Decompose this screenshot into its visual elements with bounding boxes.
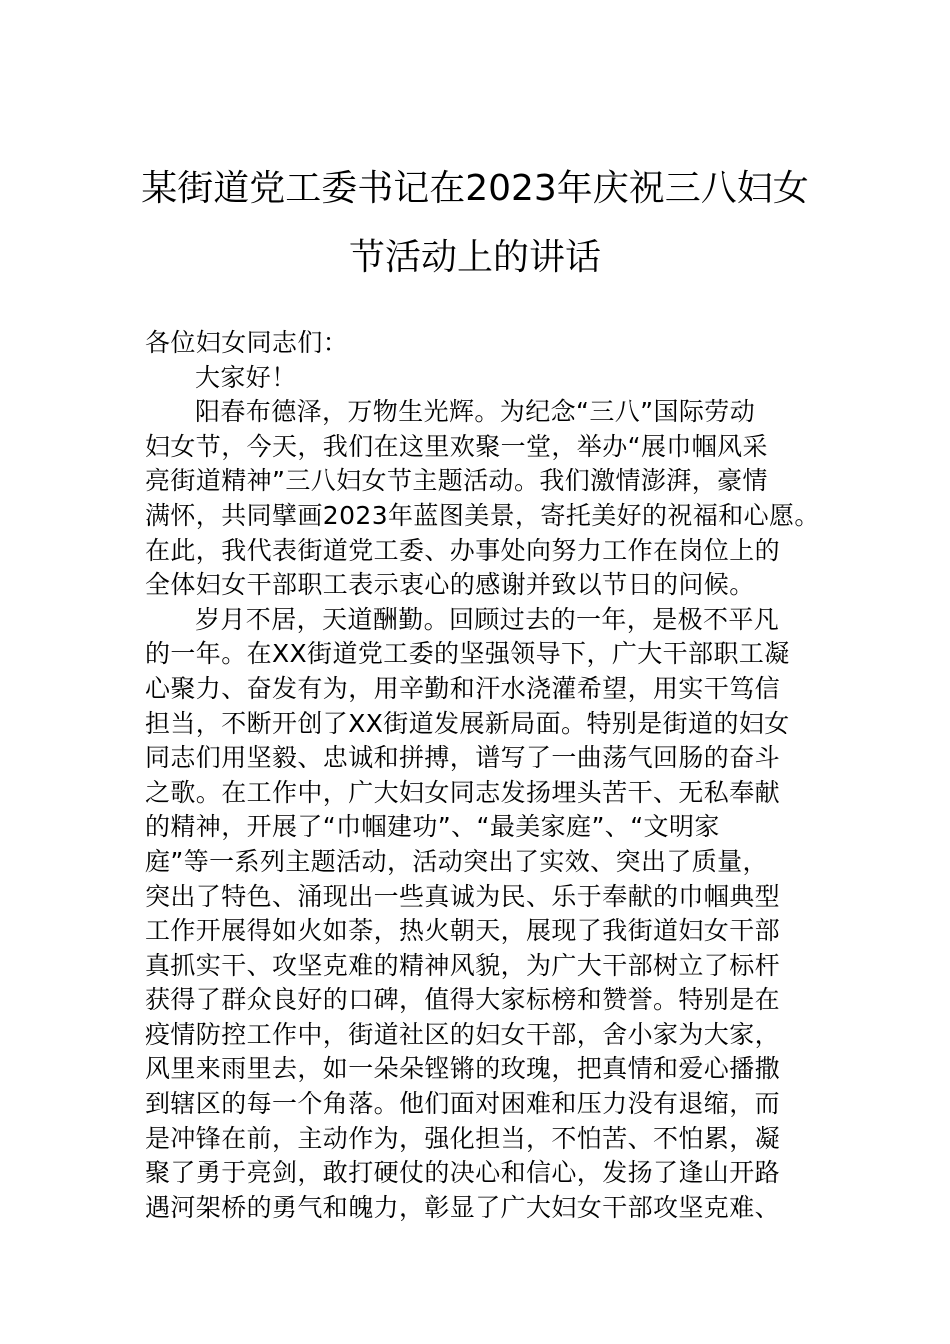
paragraph-line: 的精神，开展了“巾帼建功”、“最美家庭”、“文明家: [145, 812, 720, 842]
paragraph-line: 妇女节，今天，我们在这里欢聚一堂，举办“展巾帼风采: [145, 431, 768, 461]
paragraph-line: 是冲锋在前，主动作为，强化担当，不怕苦、不怕累，凝: [145, 1123, 781, 1153]
paragraph-line: 全体妇女干部职工表示衷心的感谢并致以节日的问候。: [145, 570, 755, 600]
document-title-line-2: 节活动上的讲话: [348, 237, 601, 278]
paragraph-line: 疫情防控工作中，街道社区的妇女干部，舍小家为大家，: [145, 1019, 781, 1049]
document-body: [145, 326, 825, 1225]
paragraph-line: 的一年。在XX街道党工委的坚强领导下，广大干部职工凝: [145, 639, 790, 669]
paragraph-line: 遇河架桥的勇气和魄力，彰显了广大妇女干部攻坚克难、: [145, 1192, 781, 1222]
paragraph-line: 满怀，共同擘画2023年蓝图美景，寄托美好的祝福和心愿。: [145, 500, 820, 530]
paragraph-line: 工作开展得如火如荼，热火朝天，展现了我街道妇女干部: [145, 916, 781, 946]
paragraph-line: 真抓实干、攻坚克难的精神风貌，为广大干部树立了标杆: [145, 950, 781, 980]
paragraph-line: 心聚力、奋发有为，用辛勤和汗水浇灌希望，用实干笃信: [145, 673, 781, 703]
paragraph-line: 阳春布德泽，万物生光辉。为纪念“三八”国际劳动: [195, 397, 756, 427]
greeting-line: 大家好！: [195, 362, 297, 392]
paragraph-line: 岁月不居，天道酬勤。回顾过去的一年，是极不平凡: [195, 604, 780, 634]
paragraph-line: 庭”等一系列主题活动，活动突出了实效、突出了质量，: [145, 846, 768, 876]
document-title-line-1: 某街道党工委书记在2023年庆祝三八妇女: [141, 168, 809, 209]
salutation: 各位妇女同志们：: [145, 328, 349, 357]
paragraph-line: 到辖区的每一个角落。他们面对困难和压力没有退缩，而: [145, 1089, 781, 1119]
paragraph-line: 聚了勇于亮剑，敢打硬仗的决心和信心，发扬了逢山开路: [145, 1158, 781, 1188]
paragraph-line: 担当，不断开创了XX街道发展新局面。特别是街道的妇女: [145, 708, 790, 738]
paragraph-line: 在此，我代表街道党工委、办事处向努力工作在岗位上的: [145, 535, 781, 565]
paragraph-line: 亮街道精神”三八妇女节主题活动。我们激情澎湃，豪情: [145, 466, 768, 496]
paragraph-line: 风里来雨里去，如一朵朵铿锵的玫瑰，把真情和爱心播撒: [145, 1054, 781, 1084]
paragraph-line: 获得了群众良好的口碑，值得大家标榜和赞誉。特别是在: [145, 985, 781, 1015]
paragraph-line: 突出了特色、涌现出一些真诚为民、乐于奉献的巾帼典型: [145, 881, 781, 911]
paragraph-line: 同志们用坚毅、忠诚和拼搏，谱写了一曲荡气回肠的奋斗: [145, 743, 781, 773]
paragraph-line: 之歌。在工作中，广大妇女同志发扬埋头苦干、无私奉献: [145, 777, 781, 807]
